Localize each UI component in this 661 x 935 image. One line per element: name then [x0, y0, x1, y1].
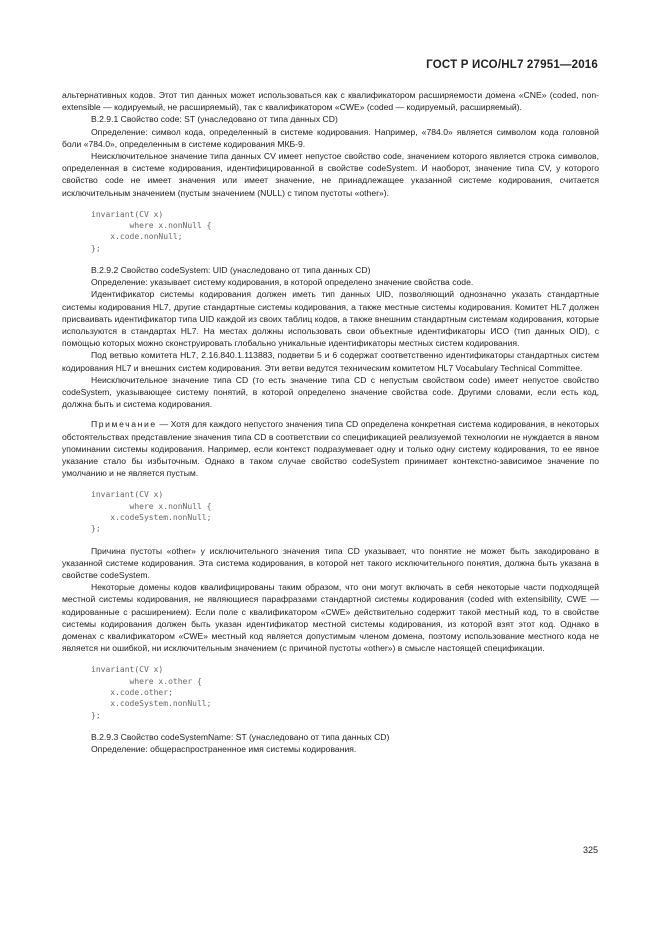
paragraph: Определение: символ кода, определенный в системе кодирования. Например, «784.0» является символом кода головной боли «784.0», определенным в системе кодирования МКБ-9. [62, 126, 599, 149]
paragraph: Некоторые домены кодов квалифицированы таким образом, что они могут включать в себя некоторые части подходящей местной системы кодирования, не являющиеся парафразами стандартной системы кодирования (coded with extensibility, CWE — кодированные с расширением). Если поле с квалификатором «CWE» действительно содержит такой местный код, то в свойстве системы кодирования должен быть указан идентификатор местной системы кодирования, из которой взят этот код. Однако в доменах с квалификатором «CWE» местный код является допустимым членом домена, поэтому использование местного кода не является ни ошибкой, ни исключительным значением (с причиной пустоты «other») в смысле настоящей спецификации. [62, 582, 599, 654]
note-text: — Хотя для каждого непустого значения типа CD определена конкретная система кодирования, в некоторых обстоятельствах представление значения типа CD в соответствии со спецификацией реализуемой технологии не нуждается в явном упоминании системы кодирования. Например, если контекст подразумевает одну и только одну систему кодирования, то ее явное указание стало бы избыточным. Однако в таком случае свойство codeSystem принимает контекстно-зависимое значение по умолчанию и не является пустым. [62, 419, 599, 479]
section-heading: B.2.9.2 Свойство codeSystem: UID (унаследовано от типа данных CD) [91, 265, 371, 276]
paragraph: Идентификатор системы кодирования должен иметь тип данных UID, позволяющий однозначно указать стандартные системы кодирования HL7, другие стандартные системы кодирования, а также местные системы кодирования. Комитет HL7 должен присваивать идентификатор типа UID каждой из своих таблиц кодов, а также внешним стандартным системам кодирования, которые используются в стандартах HL7. На местах должны использовать свои объектные идентификаторы ИСО (тип данных OID), с помощью которых можно сконструировать глобально уникальные идентификаторы местных систем кодирования. [62, 289, 599, 349]
section-heading: B.2.9.1 Свойство code: ST (унаследовано от типа данных CD) [91, 114, 338, 125]
page-header: ГОСТ Р ИСО/HL7 27951—2016 [426, 59, 598, 71]
note [62, 418, 599, 479]
paragraph: Определение: указывает систему кодирования, в которой определено значение свойства code. [91, 277, 474, 288]
note-label: Примечание [91, 419, 157, 430]
code-block: invariant(CV x) where x.nonNull { x.codeSystem.nonNull; }; [91, 490, 212, 534]
paragraph: Неисключительное значение типа CD (то есть значение типа CD с непустым свойством code) имеет непустое свойство codeSystem, указывающее систему понятий, в которой определено значение свойства code. Другими словами, если есть код, должна быть и система кодирования. [62, 374, 599, 410]
section-heading: B.2.9.3 Свойство codeSystemName: ST (унаследовано от типа данных CD) [91, 731, 390, 742]
code-block: invariant(CV x) where x.other { x.code.other; x.codeSystem.nonNull; }; [91, 665, 212, 720]
paragraph: Под ветвью комитета HL7, 2.16.840.1.113883, подветви 5 и 6 содержат соответственно идентификаторы стандартных систем кодирования HL7 и внешних систем кодирования. Эти ветви ведутся техническим комитетом HL7 Vocabulary Technical Committee. [62, 350, 599, 373]
page-content [62, 89, 599, 755]
paragraph: Определение: общераспространенное имя системы кодирования. [91, 744, 357, 755]
code-block: invariant(CV x) where x.nonNull { x.code.nonNull; }; [91, 209, 212, 253]
page-number: 325 [582, 845, 598, 855]
paragraph: альтернативных кодов. Этот тип данных может использоваться как с квалификатором расширяемости домена «CNE» (coded, non-extensible — кодируемый, не расширяемый), так с квалификатором «CWE» (coded — кодируемый, расширяемый). [62, 90, 599, 113]
paragraph: Причина пустоты «other» у исключительного значения типа CD указывает, что понятие не может быть закодировано в указанной системе кодирования. Эта система кодирования, в которой нет такого исключительного понятия, должна быть указана в свойстве codeSystem. [62, 545, 599, 581]
paragraph: Неисключительное значение типа данных CV имеет непустое свойство code, значением которого является строка символов, определенная в системе кодирования, идентифицированной в свойстве codeSystem. И наоборот, значение типа CV, у которого свойство code не имеет значения или имеет значение, не принадлежащее указанной системе кодирования, считается исключительным значением (пустым значением (NULL) с типом пустоты «other»). [62, 151, 599, 198]
